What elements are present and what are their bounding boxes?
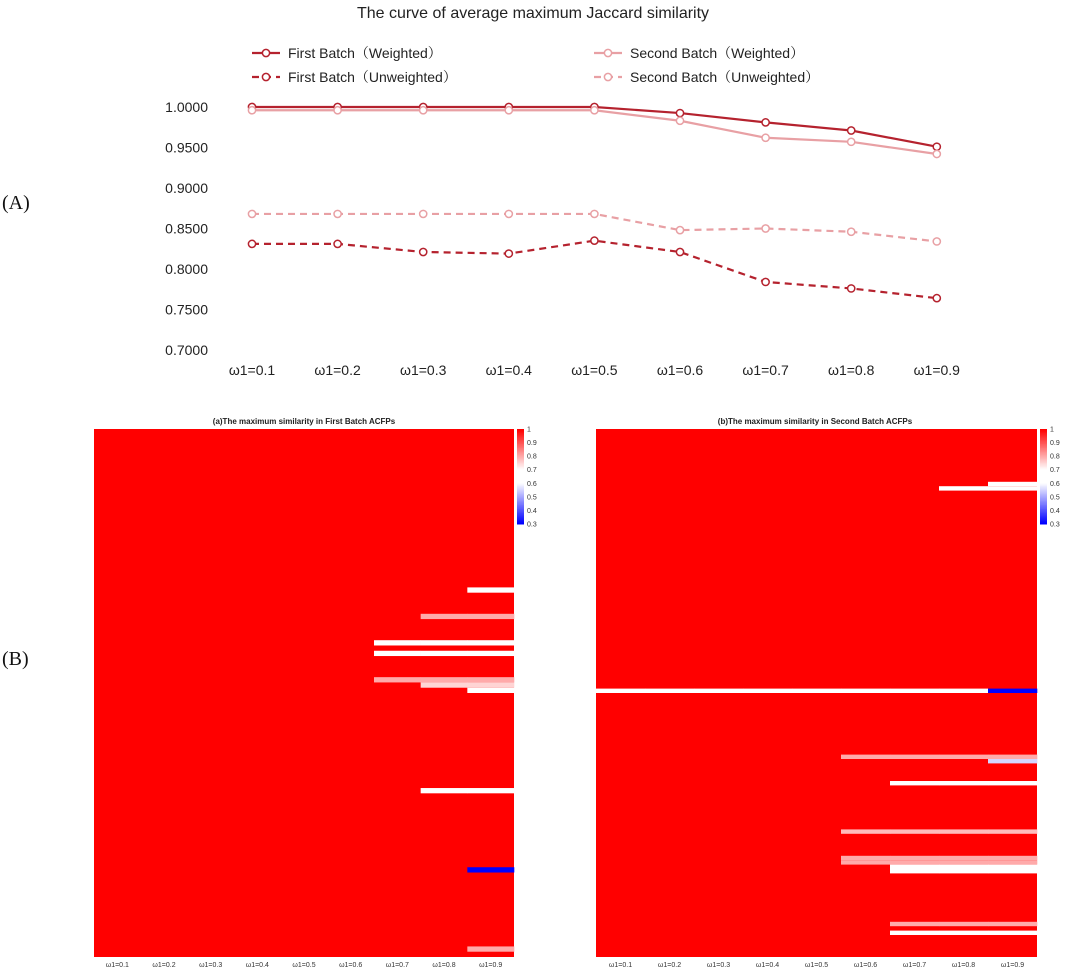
heatmap-cell	[374, 677, 421, 682]
heatmap-cell	[988, 482, 1037, 486]
x-tick-label: ω1=0.1	[228, 362, 276, 378]
x-tick-label: ω1=0.2	[314, 362, 361, 378]
legend-swatch-marker	[604, 73, 611, 80]
heatmap-cell	[467, 651, 514, 656]
data-point	[420, 210, 427, 217]
heatmap-cell	[841, 829, 890, 833]
heatmap-cell	[694, 689, 743, 693]
heatmap-cell	[890, 865, 939, 869]
heatmap-x-tick: ω1=0.4	[245, 962, 269, 969]
heatmap-x-tick: ω1=0.6	[853, 962, 878, 969]
heatmap-cell	[988, 856, 1037, 860]
colorbar-tick: 0.7	[527, 467, 537, 475]
heatmap-b-title: (b)The maximum similarity in Second Batch ACFPs	[717, 417, 913, 426]
colorbar-tick: 0.8	[1050, 453, 1060, 461]
data-point	[591, 210, 598, 217]
heatmap-cell	[467, 640, 514, 645]
colorbar-tick: 0.7	[1050, 467, 1060, 475]
series-line	[252, 110, 937, 154]
heatmap-a-title: (a)The maximum similarity in First Batch ACFPs	[212, 417, 396, 426]
heatmap-cell	[988, 755, 1037, 759]
data-point	[420, 107, 427, 114]
legend-item	[252, 45, 442, 61]
series-3	[248, 237, 940, 302]
colorbar-segment	[1040, 523, 1047, 525]
data-point	[420, 248, 427, 255]
data-point	[591, 107, 598, 114]
colorbar-tick: 0.4	[527, 507, 537, 515]
panel-label-b: (B)	[2, 648, 29, 670]
heatmap-cell	[467, 688, 514, 693]
colorbar-tick: 0.6	[527, 480, 537, 488]
heatmap-cell	[988, 869, 1037, 873]
data-point	[933, 143, 940, 150]
series-line	[252, 241, 937, 299]
colorbar-tick: 0.9	[527, 440, 537, 448]
data-point	[676, 117, 683, 124]
data-point	[676, 248, 683, 255]
colorbar-tick: 1	[527, 426, 531, 434]
colorbar-tick: 0.8	[527, 453, 537, 461]
data-point	[334, 240, 341, 247]
y-tick-label: 0.8500	[165, 220, 208, 237]
heatmap-x-tick: ω1=0.3	[706, 962, 731, 969]
heatmap-cell	[374, 640, 421, 645]
heatmap-cell	[467, 677, 514, 682]
heatmap-cell	[988, 860, 1037, 864]
colorbar	[1040, 427, 1060, 529]
heatmap-x-tick: ω1=0.8	[951, 962, 976, 969]
x-tick-label: ω1=0.6	[656, 362, 704, 378]
heatmap-body	[94, 429, 514, 957]
heatmap-cell	[467, 788, 514, 793]
heatmap-cell	[939, 689, 988, 693]
y-axis	[165, 99, 208, 358]
heatmap-cell	[792, 689, 841, 693]
heatmap-x-tick: ω1=0.9	[1000, 962, 1025, 969]
colorbar-tick: 0.9	[1050, 440, 1060, 448]
heatmap-cell	[988, 922, 1037, 926]
line-chart-legend	[252, 45, 819, 85]
heatmap-cell	[645, 689, 694, 693]
data-point	[762, 119, 769, 126]
data-point	[248, 240, 255, 247]
heatmap-cell	[939, 486, 988, 490]
legend-item	[594, 69, 819, 85]
heatmap-cell	[421, 788, 468, 793]
heatmap-cell	[988, 486, 1037, 490]
data-point	[762, 225, 769, 232]
heatmap-first-batch	[94, 417, 537, 972]
heatmap-x-tick: ω1=0.8	[432, 962, 456, 969]
heatmap-cell	[939, 922, 988, 926]
legend-label: First Batch（Weighted）	[288, 45, 442, 61]
series-group	[248, 103, 940, 301]
data-point	[848, 127, 855, 134]
heatmap-cell	[890, 869, 939, 873]
colorbar-tick: 0.5	[1050, 494, 1060, 502]
heatmap-cell	[988, 759, 1037, 763]
data-point	[676, 109, 683, 116]
heatmap-x-tick: ω1=0.2	[152, 962, 176, 969]
colorbar-tick: 0.5	[527, 494, 537, 502]
data-point	[848, 228, 855, 235]
panel-label-a: (A)	[2, 192, 30, 214]
heatmap-x-tick: ω1=0.5	[292, 962, 316, 969]
legend-label: First Batch（Unweighted）	[288, 69, 457, 85]
y-tick-label: 0.8000	[165, 261, 208, 277]
data-point	[248, 107, 255, 114]
data-point	[762, 278, 769, 285]
heatmap-second-batch	[596, 417, 1060, 969]
heatmap-cell	[596, 689, 645, 693]
legend-item	[594, 45, 804, 61]
x-tick-label: ω1=0.3	[400, 362, 447, 378]
heatmap-cell	[841, 856, 890, 860]
heatmap-cell	[939, 860, 988, 864]
heatmap-cell	[467, 946, 514, 951]
heatmap-cell	[939, 869, 988, 873]
y-tick-label: 0.9500	[165, 139, 208, 156]
data-point	[676, 227, 683, 234]
heatmap-x-tick: ω1=0.2	[657, 962, 682, 969]
heatmap-x-tick: ω1=0.7	[902, 962, 927, 969]
data-point	[933, 295, 940, 302]
heatmap-x-tick: ω1=0.1	[105, 962, 129, 969]
y-tick-label: 0.9000	[165, 180, 208, 196]
colorbar-tick: 0.3	[527, 521, 537, 529]
heatmap-cell	[890, 755, 939, 759]
heatmap-x-tick: ω1=0.7	[385, 962, 409, 969]
heatmap-cell	[841, 689, 890, 693]
heatmap-x-tick: ω1=0.1	[608, 962, 633, 969]
data-point	[848, 138, 855, 145]
data-point	[762, 134, 769, 141]
heatmap-cell	[890, 781, 939, 785]
colorbar-tick: 0.3	[1050, 521, 1060, 529]
colorbar-tick: 0.6	[1050, 480, 1060, 488]
heatmap-cell	[939, 829, 988, 833]
data-point	[248, 210, 255, 217]
heatmap-cell	[939, 755, 988, 759]
heatmap-cell	[890, 689, 939, 693]
data-point	[591, 237, 598, 244]
heatmap-cell	[467, 587, 514, 592]
colorbar-tick: 0.4	[1050, 507, 1060, 515]
heatmap-cell	[939, 931, 988, 935]
data-point	[848, 285, 855, 292]
series-2	[248, 107, 940, 158]
x-tick-label: ω1=0.5	[571, 362, 618, 378]
heatmap-x-tick: ω1=0.3	[199, 962, 223, 969]
data-point	[334, 210, 341, 217]
data-point	[933, 238, 940, 245]
y-tick-label: 0.7500	[165, 301, 208, 318]
legend-item	[252, 69, 457, 85]
legend-label: Second Batch（Weighted）	[630, 45, 805, 61]
x-tick-label: ω1=0.8	[828, 362, 875, 378]
x-tick-label: ω1=0.4	[485, 362, 532, 378]
heatmap-cell	[988, 931, 1037, 935]
heatmap-cell	[988, 829, 1037, 833]
heatmap-cell	[939, 865, 988, 869]
colorbar	[517, 427, 537, 529]
legend-swatch-marker	[262, 73, 269, 80]
y-tick-label: 1.0000	[165, 99, 208, 115]
heatmap-cell	[743, 689, 792, 693]
heatmap-cell	[841, 860, 890, 864]
heatmap-cell	[939, 856, 988, 860]
x-axis	[229, 362, 960, 378]
heatmap-cell	[939, 781, 988, 785]
heatmap-cell	[890, 931, 939, 935]
heatmap-cell	[988, 865, 1037, 869]
heatmap-cell	[467, 614, 514, 619]
heatmap-cell	[421, 682, 468, 687]
heatmap-cell	[467, 867, 514, 872]
data-point	[933, 150, 940, 157]
heatmap-x-tick: ω1=0.6	[339, 962, 363, 969]
line-chart	[165, 5, 960, 378]
heatmap-cell	[421, 640, 468, 645]
colorbar-segment	[517, 523, 524, 525]
heatmap-cell	[890, 829, 939, 833]
legend-label: Second Batch（Unweighted）	[630, 69, 820, 85]
colorbar-tick: 1	[1050, 426, 1054, 434]
y-tick-label: 0.7000	[165, 342, 208, 358]
heatmap-cell	[421, 651, 468, 656]
heatmap-cell	[421, 677, 468, 682]
heatmap-cell	[890, 860, 939, 864]
heatmap-x-tick: ω1=0.5	[804, 962, 829, 969]
heatmap-cell	[988, 689, 1037, 693]
heatmap-cell	[890, 856, 939, 860]
heatmap-cell	[421, 614, 468, 619]
legend-swatch-marker	[604, 49, 611, 56]
legend-swatch-marker	[262, 49, 269, 56]
data-point	[505, 107, 512, 114]
x-tick-label: ω1=0.9	[913, 362, 960, 378]
heatmap-cell	[467, 682, 514, 687]
data-point	[505, 210, 512, 217]
heatmap-cell	[841, 755, 890, 759]
data-point	[505, 250, 512, 257]
heatmap-cell	[988, 781, 1037, 785]
heatmap-cell	[890, 922, 939, 926]
heatmap-x-tick: ω1=0.4	[755, 962, 780, 969]
heatmap-cell	[374, 651, 421, 656]
line-chart-title: The curve of average maximum Jaccard similarity	[356, 5, 710, 22]
x-tick-label: ω1=0.7	[742, 362, 789, 378]
data-point	[334, 107, 341, 114]
heatmap-x-tick: ω1=0.9	[479, 962, 503, 969]
